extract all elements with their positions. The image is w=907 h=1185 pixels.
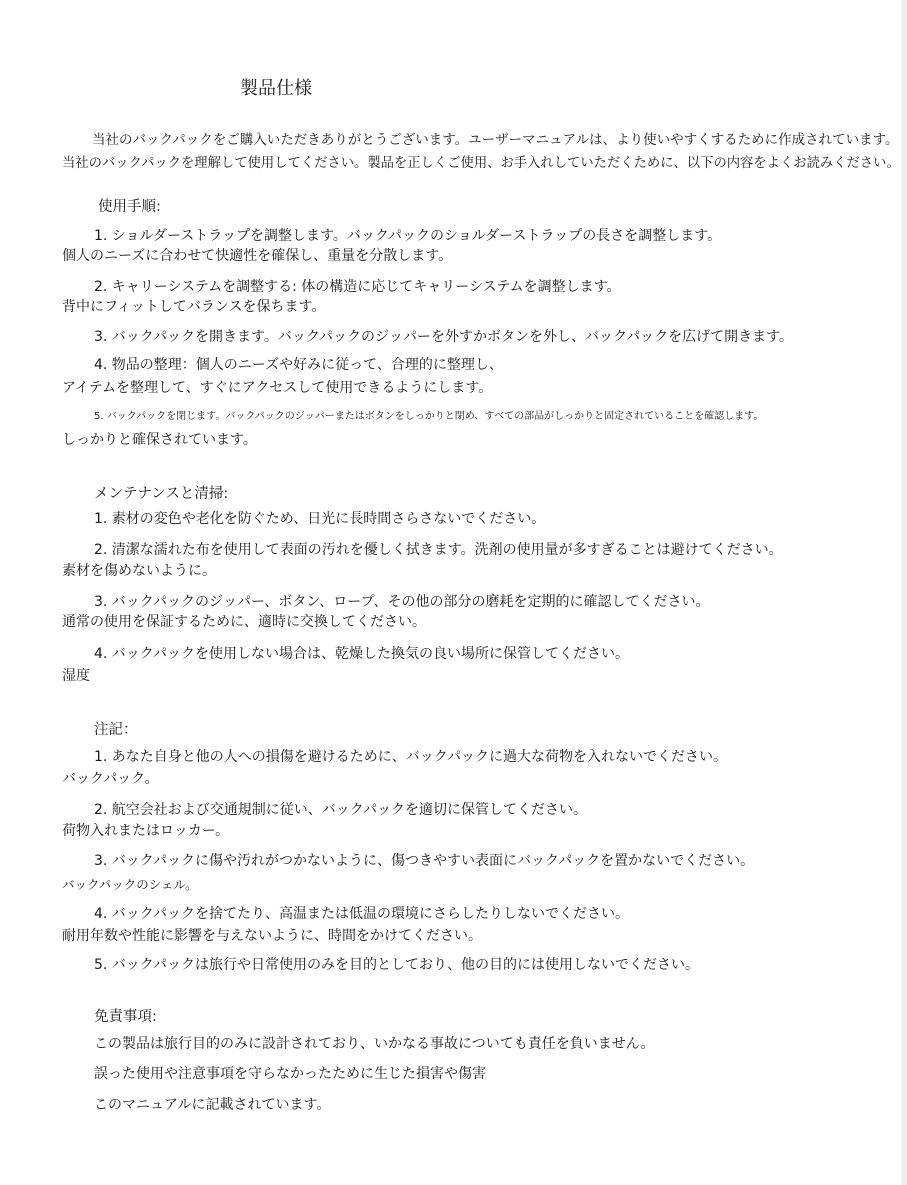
intro-line: 当社のバックパックを理解して使用してください。製品を正しくご使用、お手入れしていただくために、以下の内容をよくお読みください。 xyxy=(62,155,900,171)
maintenance-line: 通常の使用を保証するために、適時に交換してください。 xyxy=(62,614,426,630)
disclaimer-line: このマニュアルに記載されています。 xyxy=(94,1097,331,1113)
maintenance-line: 1. 素材の変色や老化を防ぐため、日光に長時間さらさないでください。 xyxy=(94,511,546,527)
disclaimer-heading: 免責事項: xyxy=(94,1009,157,1025)
usage-line: アイテムを整理して、すぐにアクセスして使用できるようにします。 xyxy=(62,380,493,396)
usage-line: 1. ショルダーストラップを調整します。バックパックのショルダーストラップの長さを調整します。 xyxy=(94,228,722,244)
notes-line: 2. 航空会社および交通規制に従い、バックパックを適切に保管してください。 xyxy=(94,802,587,818)
usage-line: しっかりと確保されています。 xyxy=(62,432,257,448)
intro-line: 当社のバックパックをご購入いただきありがとうございます。ユーザーマニュアルは、より使いやすくするために作成されています。 xyxy=(92,132,899,148)
maintenance-line: 2. 清潔な濡れた布を使用して表面の汚れを優しく拭きます。洗剤の使用量が多すぎることは避けてください。 xyxy=(94,542,783,558)
notes-line: 3. バックパックに傷や汚れがつかないように、傷つきやすい表面にバックパックを置かないでください。 xyxy=(94,853,755,869)
maintenance-line: 3. バックパックのジッパー、ボタン、ロープ、その他の部分の磨耗を定期的に確認してください。 xyxy=(94,594,710,610)
usage-heading: 使用手順: xyxy=(98,199,161,215)
notes-heading: 注記： xyxy=(94,722,138,738)
usage-line: 個人のニーズに合わせて快適性を確保し、重量を分散します。 xyxy=(62,248,453,264)
maintenance-line: 湿度 xyxy=(62,668,90,684)
page-edge-shadow xyxy=(901,0,907,1185)
usage-line: 4. 物品の整理：個人のニーズや好みに従って、合理的に整理し、 xyxy=(94,357,503,373)
notes-line: バックパックのシェル。 xyxy=(62,877,198,892)
usage-line: 3. バックパックを開きます。バックパックのジッパーを外すかボタンを外し、バックパックを広げて開きます。 xyxy=(94,329,794,345)
page-title: 製品仕様 xyxy=(240,78,312,99)
maintenance-line: 素材を傷めないように。 xyxy=(62,563,216,579)
maintenance-heading: メンテナンスと清掃: xyxy=(94,486,229,502)
usage-line: 2. キャリーシステムを調整する: 体の構造に応じてキャリーシステムを調整します。 xyxy=(94,279,621,295)
notes-line: 1. あなた自身と他の人への損傷を避けるために、バックパックに過大な荷物を入れないでください。 xyxy=(94,749,727,765)
notes-line: 4. バックパックを捨てたり、高温または低温の環境にさらしたりしないでください。 xyxy=(94,906,629,922)
usage-line: 背中にフィットしてバランスを保ちます。 xyxy=(62,299,326,315)
notes-line: 荷物入れまたはロッカー。 xyxy=(62,823,230,839)
notes-line: 耐用年数や性能に影響を与えないように、時間をかけてください。 xyxy=(62,928,482,944)
usage-line: 5. バックパックを閉じます。バックパックのジッパーまたはボタンをしっかりと閉め、すべての部品がしっかりと固定されていることを確認します。 xyxy=(94,411,764,422)
notes-line: 5. バックパックは旅行や日常使用のみを目的としており、他の目的には使用しないでください。 xyxy=(94,957,699,973)
disclaimer-line: この製品は旅行目的のみに設計されており、いかなる事故についても責任を負いません。 xyxy=(94,1036,655,1052)
notes-line: バックパック。 xyxy=(62,771,159,787)
maintenance-line: 4. バックパックを使用しない場合は、乾燥した換気の良い場所に保管してください。 xyxy=(94,646,629,662)
disclaimer-line: 誤った使用や注意事項を守らなかったために生じた損害や傷害 xyxy=(94,1066,486,1082)
